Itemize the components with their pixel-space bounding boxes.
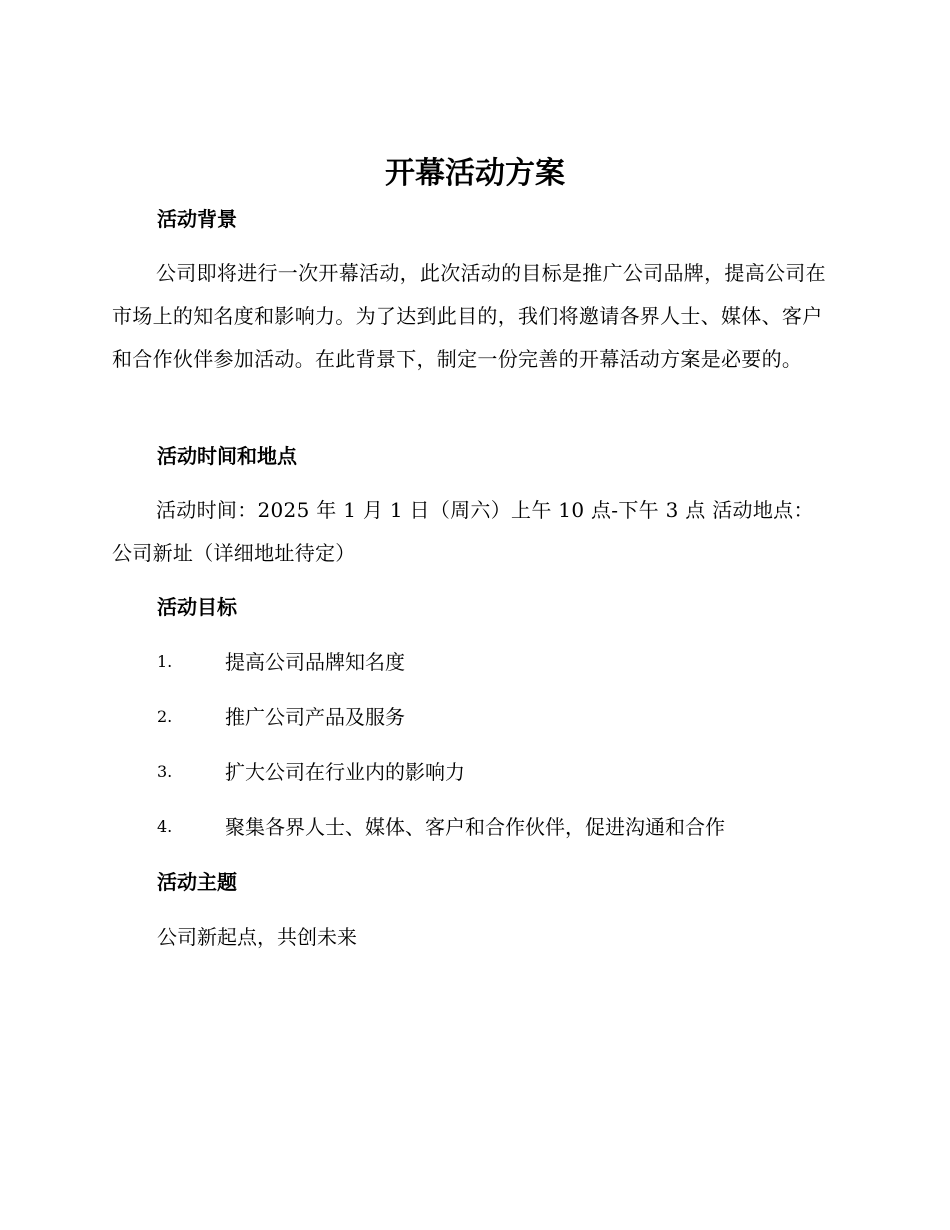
section-body-theme: 公司新起点，共创未来 xyxy=(157,925,357,949)
list-item-text: 提高公司品牌知名度 xyxy=(225,650,405,674)
list-item-number: 3. xyxy=(157,762,173,781)
list-item-number: 1. xyxy=(157,652,173,671)
section-heading-theme: 活动主题 xyxy=(157,870,237,894)
section-body-background: 公司即将进行一次开幕活动，此次活动的目标是推广公司品牌，提高公司在市场上的知名度和影响力。为了达到此目的，我们将邀请各界人士、媒体、客户和合作伙伴参加活动。在此背景下，制定一份完善的开幕活动方案是必要的。 xyxy=(112,261,826,371)
section-body-time-place: 活动时间：2025 年 1 月 1 日（周六）上午 10 点-下午 3 点 活动地点：公司新址（详细地址待定） xyxy=(112,498,814,565)
list-item-text: 扩大公司在行业内的影响力 xyxy=(225,760,465,784)
page-title: 开幕活动方案 xyxy=(385,156,565,191)
section-heading-background: 活动背景 xyxy=(157,207,237,231)
list-item-text: 推广公司产品及服务 xyxy=(225,705,405,729)
list-item-number: 2. xyxy=(157,707,173,726)
section-heading-time-place: 活动时间和地点 xyxy=(157,444,297,468)
list-item-text: 聚集各界人士、媒体、客户和合作伙伴，促进沟通和合作 xyxy=(225,815,725,839)
section-heading-goals: 活动目标 xyxy=(157,595,237,619)
list-item-number: 4. xyxy=(157,817,173,836)
